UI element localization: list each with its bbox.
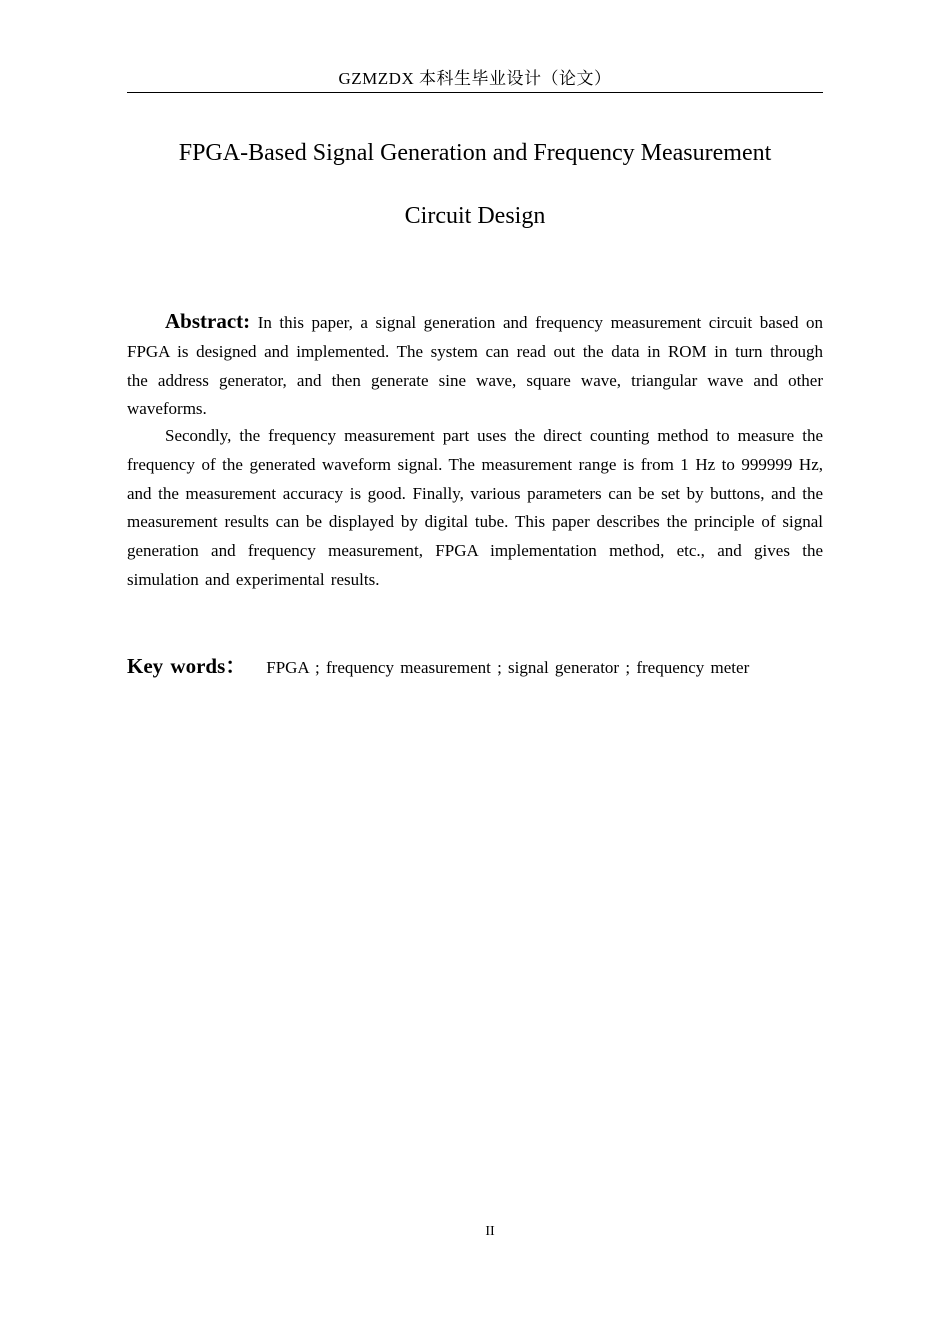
paper-title-line-1: FPGA-Based Signal Generation and Frequency Measurement — [178, 140, 772, 166]
keywords-label: Key words： — [127, 654, 247, 678]
page-number: II — [485, 1224, 495, 1239]
paper-title-line-2: Circuit Design — [404, 203, 546, 229]
abstract-paragraph-1 — [127, 307, 823, 424]
abstract-text-1: In this paper, a signal generation and frequency measurement circuit based on FPGA is designed and implemented. The system can read out the data in ROM in turn through the address generator, and then generate sine wave, square wave, triangular wave and other waveforms. — [127, 313, 823, 419]
header-rule — [127, 92, 823, 93]
abstract-paragraph-2: Secondly, the frequency measurement part uses the direct counting method to measure the frequency of the generated waveform signal. The measurement range is from 1 Hz to 999999 Hz, and the measurement accuracy is good. Finally, various parameters can be set by buttons, and the measurement results can be displayed by digital tube. This paper describes the principle of signal generation and frequency measurement, FPGA implementation method, etc., and gives the simulation and experimental results. — [127, 426, 823, 589]
running-header: GZMZDX 本科生毕业设计（论文） — [338, 69, 612, 88]
keywords-section — [127, 653, 823, 681]
abstract-label: Abstract: — [165, 309, 251, 333]
keywords-text: FPGA ; frequency measurement ; signal generator ; frequency meter — [266, 658, 750, 677]
